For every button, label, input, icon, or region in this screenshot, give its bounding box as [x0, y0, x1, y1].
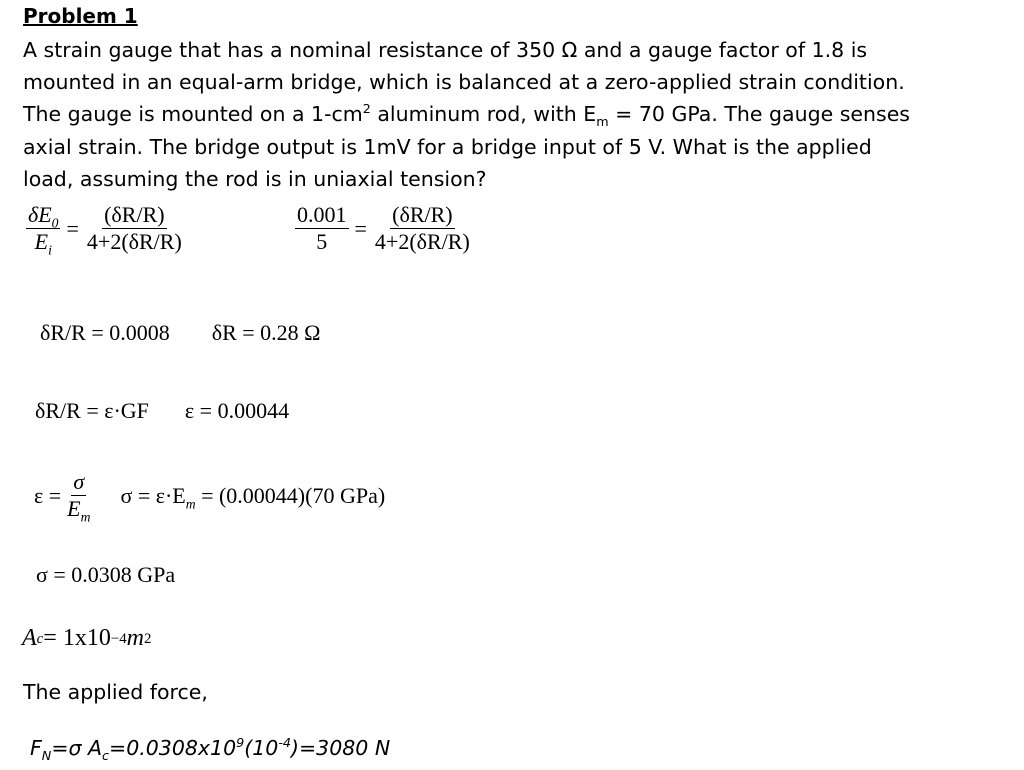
problem-line-2: mounted in an equal-arm bridge, which is balanced at a zero-applied strain condition.: [23, 70, 905, 95]
problem-line-3: The gauge is mounted on a $1-cm^2$ aluminum rod, with $E_m = 70$ GPa. The gauge senses: [23, 101, 910, 130]
stress-equation: ε = $\frac{\sigma}{E_m}$ $\sigma = \varepsilon\cdot E_m = (0.00044)(70$ GPa): [34, 469, 386, 525]
problem-line-5: load, assuming the rod is in uniaxial tension?: [23, 166, 487, 191]
resistance-ratio-fraction-2: $\frac{(\delta R/R)}{4+2(\delta R/R)}$: [374, 202, 470, 254]
voltage-ratio-fraction: $\frac{0.001}{5}$: [297, 202, 347, 254]
resistance-change-equation: δR/R = 0.0008 δR = 0.28 Ω: [40, 320, 321, 345]
bridge-equation-general: $\frac{\delta E_0}{E_i}$ = $\frac{(\delta R/R)}{4+2(\delta R/R)}$: [28, 202, 182, 258]
output-ratio-fraction: $\frac{\delta E_0}{E_i}$: [28, 202, 59, 258]
stress-over-modulus-fraction: $\frac{\sigma}{E_m}$: [67, 469, 91, 525]
problem-line-4: axial strain. The bridge output is 1mV for a bridge input of 5 V. What is the applied: [23, 134, 872, 159]
force-result: $F_N=\sigma$ $A_c=0.0308x10^9(10^{-4})=3080$ N: [30, 735, 391, 764]
strain-equation: δR/R = ε·GF ε = 0.00044: [35, 398, 290, 423]
area-equation: A c = 1x10 −4 m 2: [22, 625, 152, 651]
stress-result: σ = 0.0308 GPa: [36, 562, 176, 587]
resistance-ratio-fraction: $\frac{(\delta R/R)}{4+2(\delta R/R)}$: [86, 202, 182, 254]
problem-title: Problem 1: [23, 4, 138, 28]
problem-line-1: A strain gauge that has a nominal resistance of 350 Ω and a gauge factor of 1.8 is: [23, 38, 868, 62]
bridge-equation-numeric: $\frac{0.001}{5}$ = $\frac{(\delta R/R)}{4+2(\delta R/R)}$: [297, 202, 470, 254]
problem-statement: [23, 34, 1003, 195]
applied-force-label: The applied force,: [23, 680, 208, 704]
